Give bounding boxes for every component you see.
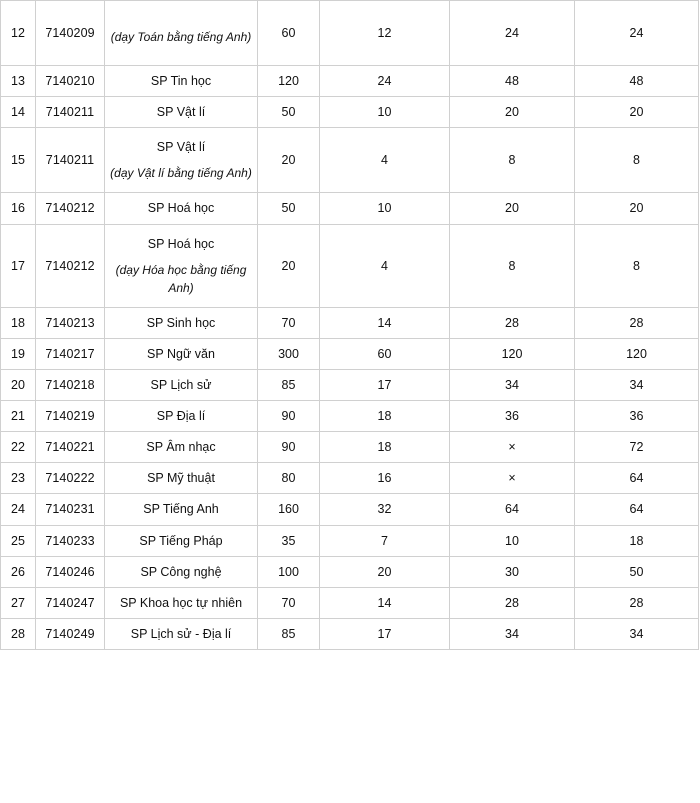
quota-1-cell: 16 — [320, 463, 450, 494]
quota-2-cell: 64 — [450, 494, 575, 525]
major-code-cell: 7140233 — [36, 525, 105, 556]
total-quota-cell: 70 — [258, 587, 320, 618]
quota-3-cell: 8 — [575, 128, 699, 193]
total-quota-cell: 300 — [258, 338, 320, 369]
quota-1-cell: 32 — [320, 494, 450, 525]
row-index-cell: 13 — [1, 66, 36, 97]
major-name-note: (dạy Hóa học bằng tiếng Anh) — [115, 262, 247, 295]
total-quota-cell: 70 — [258, 307, 320, 338]
table-body — [1, 1, 699, 650]
quota-3-cell: 20 — [575, 97, 699, 128]
row-index-cell: 12 — [1, 1, 36, 66]
total-quota-cell: 20 — [258, 128, 320, 193]
quota-2-cell: 28 — [450, 587, 575, 618]
quota-2-cell: 36 — [450, 401, 575, 432]
quota-3-cell: 8 — [575, 224, 699, 307]
total-quota-cell: 60 — [258, 1, 320, 66]
quota-1-cell: 24 — [320, 66, 450, 97]
quota-2-cell: 30 — [450, 556, 575, 587]
row-index-cell: 21 — [1, 401, 36, 432]
major-code-cell: 7140211 — [36, 97, 105, 128]
table-row — [1, 307, 699, 338]
major-name-text: SP Công nghệ — [140, 564, 222, 579]
major-name-text: SP Vật lí — [156, 105, 206, 120]
row-index-cell: 17 — [1, 224, 36, 307]
major-code-cell: 7140212 — [36, 193, 105, 224]
major-name-cell — [105, 556, 258, 587]
quota-1-cell: 60 — [320, 338, 450, 369]
major-name-text: SP Ngữ văn — [147, 346, 215, 361]
row-index-cell: 14 — [1, 97, 36, 128]
major-code-cell: 7140222 — [36, 463, 105, 494]
table-row — [1, 587, 699, 618]
quota-3-cell: 64 — [575, 494, 699, 525]
major-name-note: (dạy Vật lí bằng tiếng Anh) — [110, 166, 252, 181]
total-quota-cell: 160 — [258, 494, 320, 525]
major-name-cell — [105, 401, 258, 432]
row-index-cell: 25 — [1, 525, 36, 556]
total-quota-cell: 80 — [258, 463, 320, 494]
quota-2-cell: 24 — [450, 1, 575, 66]
table-row — [1, 338, 699, 369]
quota-2-cell: 10 — [450, 525, 575, 556]
table-row — [1, 97, 699, 128]
row-index-cell: 20 — [1, 369, 36, 400]
quota-3-cell: 24 — [575, 1, 699, 66]
quota-3-cell: 28 — [575, 587, 699, 618]
major-name-text: SP Lịch sử - Địa lí — [130, 626, 232, 641]
row-index-cell: 27 — [1, 587, 36, 618]
quota-2-cell: 20 — [450, 193, 575, 224]
major-code-cell: 7140213 — [36, 307, 105, 338]
quota-3-cell: 72 — [575, 432, 699, 463]
total-quota-cell: 35 — [258, 525, 320, 556]
major-name-cell — [105, 618, 258, 649]
row-index-cell: 15 — [1, 128, 36, 193]
major-code-cell: 7140210 — [36, 66, 105, 97]
major-code-cell: 7140209 — [36, 1, 105, 66]
table-row — [1, 66, 699, 97]
quota-1-cell: 4 — [320, 224, 450, 307]
quota-3-cell: 34 — [575, 618, 699, 649]
quota-2-cell: 20 — [450, 97, 575, 128]
major-name-cell — [105, 338, 258, 369]
major-name-text: SP Khoa học tự nhiên — [119, 595, 243, 610]
row-index-cell: 23 — [1, 463, 36, 494]
major-name-cell — [105, 525, 258, 556]
major-code-cell: 7140218 — [36, 369, 105, 400]
table-row — [1, 556, 699, 587]
total-quota-cell: 100 — [258, 556, 320, 587]
quota-3-cell: 36 — [575, 401, 699, 432]
major-name-cell — [105, 1, 258, 66]
quota-3-cell: 120 — [575, 338, 699, 369]
major-name-text: SP Âm nhạc — [146, 440, 216, 455]
major-name-text: SP Hoá học — [147, 236, 215, 251]
major-name-cell — [105, 494, 258, 525]
quota-1-cell: 4 — [320, 128, 450, 193]
quota-3-cell: 48 — [575, 66, 699, 97]
total-quota-cell: 50 — [258, 97, 320, 128]
quota-3-cell: 50 — [575, 556, 699, 587]
major-code-cell: 7140212 — [36, 224, 105, 307]
table-row — [1, 463, 699, 494]
table-row — [1, 525, 699, 556]
quota-2-cell: × — [450, 432, 575, 463]
major-name-text: SP Tin học — [150, 74, 212, 88]
major-name-text: SP Tiếng Anh — [143, 502, 219, 517]
quota-2-cell: 48 — [450, 66, 575, 97]
major-code-cell: 7140219 — [36, 401, 105, 432]
major-code-cell: 7140217 — [36, 338, 105, 369]
table-row — [1, 432, 699, 463]
quota-1-cell: 14 — [320, 587, 450, 618]
quota-3-cell: 18 — [575, 525, 699, 556]
quota-2-cell: 8 — [450, 224, 575, 307]
quota-1-cell: 14 — [320, 307, 450, 338]
table-row — [1, 1, 699, 66]
major-name-cell — [105, 224, 258, 307]
row-index-cell: 28 — [1, 618, 36, 649]
major-code-cell: 7140249 — [36, 618, 105, 649]
quota-3-cell: 64 — [575, 463, 699, 494]
table-row — [1, 193, 699, 224]
major-name-cell — [105, 432, 258, 463]
row-index-cell: 16 — [1, 193, 36, 224]
major-name-note: (dạy Toán bằng tiếng Anh) — [110, 30, 252, 44]
table-row — [1, 618, 699, 649]
quota-3-cell: 28 — [575, 307, 699, 338]
major-name-cell — [105, 463, 258, 494]
quota-2-cell: 120 — [450, 338, 575, 369]
total-quota-cell: 90 — [258, 401, 320, 432]
major-name-cell — [105, 193, 258, 224]
major-name-cell — [105, 66, 258, 97]
row-index-cell: 18 — [1, 307, 36, 338]
quota-1-cell: 12 — [320, 1, 450, 66]
major-name-text: SP Lịch sử — [150, 377, 212, 392]
major-name-text: SP Tiếng Pháp — [139, 533, 223, 548]
major-name-text: SP Vật lí — [156, 140, 206, 155]
major-name-cell — [105, 97, 258, 128]
quota-1-cell: 18 — [320, 401, 450, 432]
major-code-cell: 7140247 — [36, 587, 105, 618]
total-quota-cell: 85 — [258, 618, 320, 649]
quota-2-cell: 28 — [450, 307, 575, 338]
table-row — [1, 224, 699, 307]
quota-3-cell: 20 — [575, 193, 699, 224]
total-quota-cell: 85 — [258, 369, 320, 400]
quota-1-cell: 7 — [320, 525, 450, 556]
major-code-cell: 7140246 — [36, 556, 105, 587]
table-row — [1, 401, 699, 432]
table-row — [1, 369, 699, 400]
major-name-cell — [105, 307, 258, 338]
quota-1-cell: 20 — [320, 556, 450, 587]
major-name-cell — [105, 369, 258, 400]
table-row — [1, 128, 699, 193]
major-name-cell — [105, 587, 258, 618]
major-name-cell — [105, 128, 258, 193]
quota-2-cell: 8 — [450, 128, 575, 193]
quota-3-cell: 34 — [575, 369, 699, 400]
major-code-cell: 7140211 — [36, 128, 105, 193]
major-name-text: SP Địa lí — [156, 409, 206, 423]
row-index-cell: 19 — [1, 338, 36, 369]
major-code-cell: 7140221 — [36, 432, 105, 463]
row-index-cell: 24 — [1, 494, 36, 525]
major-name-text: SP Sinh học — [146, 315, 216, 330]
quota-1-cell: 10 — [320, 97, 450, 128]
total-quota-cell: 20 — [258, 224, 320, 307]
quota-2-cell: × — [450, 463, 575, 494]
major-name-text: SP Hoá học — [147, 201, 215, 216]
quota-1-cell: 10 — [320, 193, 450, 224]
total-quota-cell: 120 — [258, 66, 320, 97]
quota-2-cell: 34 — [450, 618, 575, 649]
row-index-cell: 22 — [1, 432, 36, 463]
major-name-text: SP Mỹ thuật — [147, 471, 215, 486]
total-quota-cell: 50 — [258, 193, 320, 224]
total-quota-cell: 90 — [258, 432, 320, 463]
quota-1-cell: 17 — [320, 618, 450, 649]
row-index-cell: 26 — [1, 556, 36, 587]
major-code-cell: 7140231 — [36, 494, 105, 525]
quota-1-cell: 18 — [320, 432, 450, 463]
quota-2-cell: 34 — [450, 369, 575, 400]
table-row — [1, 494, 699, 525]
quota-1-cell: 17 — [320, 369, 450, 400]
